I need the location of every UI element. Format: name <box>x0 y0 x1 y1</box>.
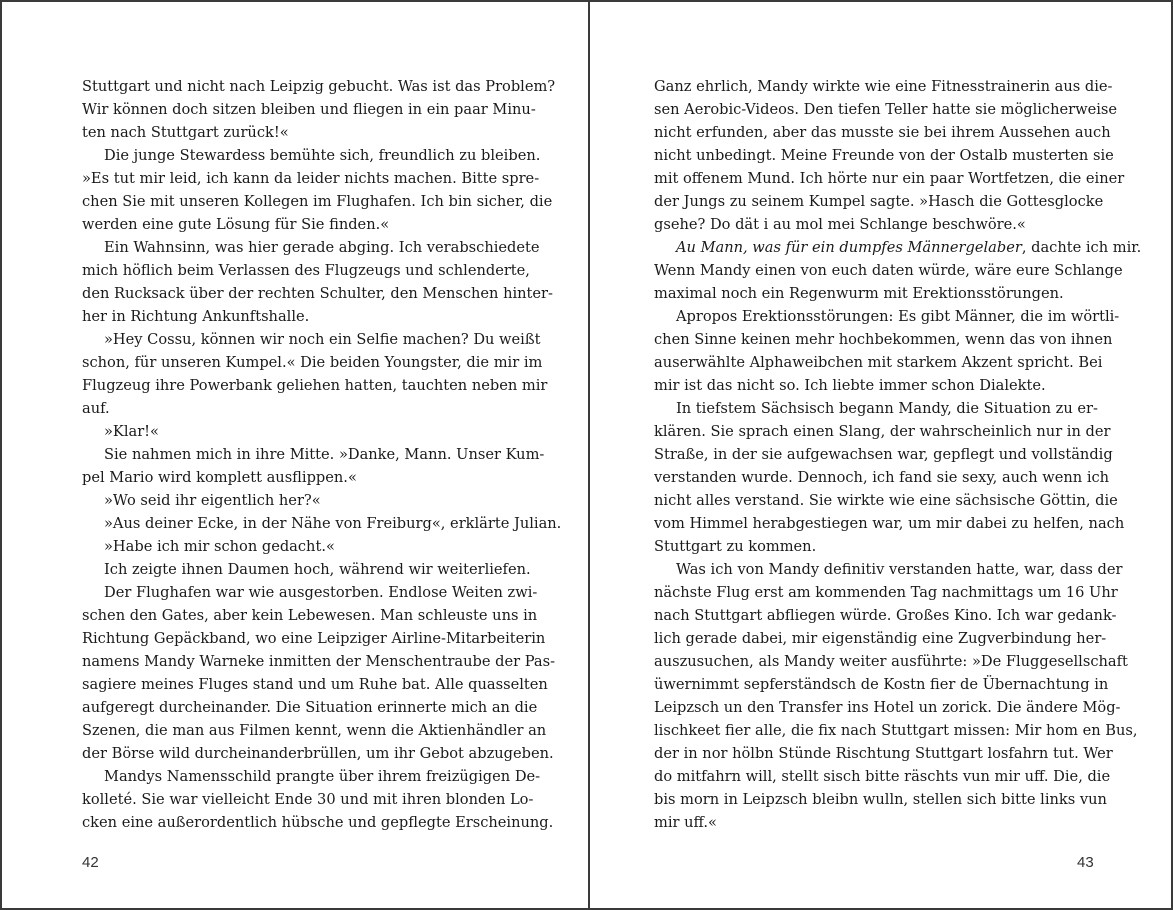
text-line: namens Mandy Warneke inmitten der Menschentraube der Pas- <box>82 653 556 670</box>
text-line: Wenn Mandy einen von euch daten würde, wäre eure Schlange <box>654 262 1123 279</box>
text-line: »Hey Cossu, können wir noch ein Selfie machen? Du weißt <box>104 331 541 348</box>
text-line: bis morn in Leipzsch bleibn wulln, stellen sich bitte links vun <box>654 791 1107 808</box>
text-line: lischkeet fier alle, die fix nach Stuttgart missen: Mir hom en Bus, <box>654 722 1138 739</box>
text-line: Ein Wahnsinn, was hier gerade abging. Ich verabschiedete <box>104 239 540 256</box>
text-line: auf. <box>82 400 110 417</box>
text-line: sagiere meines Fluges stand und um Ruhe bat. Alle quasselten <box>82 676 548 693</box>
text-line: verstanden wurde. Dennoch, ich fand sie sexy, auch wenn ich <box>654 469 1110 486</box>
text-line: »Es tut mir leid, ich kann da leider nichts machen. Bitte spre- <box>82 170 540 187</box>
text-line: Flugzeug ihre Powerbank geliehen hatten, tauchten neben mir <box>82 377 548 394</box>
text-line: »Habe ich mir schon gedacht.« <box>104 538 335 555</box>
text-line: nicht alles verstand. Sie wirkte wie eine sächsische Göttin, die <box>654 492 1118 509</box>
text-line: chen Sinne keinen mehr hochbekommen, wenn das von ihnen <box>654 331 1113 348</box>
text-line: klären. Sie sprach einen Slang, der wahrscheinlich nur in der <box>654 423 1111 440</box>
text-line: vom Himmel herabgestiegen war, um mir dabei zu helfen, nach <box>654 515 1125 532</box>
text-line: maximal noch ein Regenwurm mit Erektionsstörungen. <box>654 285 1064 302</box>
text-line: der in nor hölbn Stünde Rischtung Stuttgart losfahrn tut. Wer <box>654 745 1113 762</box>
text-line: »Aus deiner Ecke, in der Nähe von Freiburg«, erklärte Julian. <box>104 515 562 532</box>
text-line: chen Sie mit unseren Kollegen im Flughafen. Ich bin sicher, die <box>82 193 553 210</box>
text-line <box>654 236 1142 259</box>
text-line: Leipzsch un den Transfer ins Hotel un zorick. Die ändere Mög- <box>654 699 1121 716</box>
left-page-text <box>82 75 562 834</box>
text-line: Die junge Stewardess bemühte sich, freundlich zu bleiben. <box>104 147 541 164</box>
text-line: der Börse wild durcheinanderbrüllen, um ihr Gebot abzugeben. <box>82 745 554 762</box>
text-line: lich gerade dabei, mir eigenständig eine Zugverbindung her- <box>654 630 1107 647</box>
text-line: schen den Gates, aber kein Lebewesen. Man schleuste uns in <box>82 607 538 624</box>
text-line: den Rucksack über der rechten Schulter, den Menschen hinter- <box>82 285 553 302</box>
text-line: sen Aerobic-Videos. Den tiefen Teller hatte sie möglicherweise <box>654 101 1118 118</box>
page-number-right: 43 <box>1077 854 1094 871</box>
text-line: aufgeregt durcheinander. Die Situation erinnerte mich an die <box>82 699 538 716</box>
text-line: nach Stuttgart abfliegen würde. Großes Kino. Ich war gedank- <box>654 607 1117 624</box>
text-line: auserwählte Alphaweibchen mit starkem Akzent spricht. Bei <box>654 354 1103 371</box>
text-line: Stuttgart und nicht nach Leipzig gebucht. Was ist das Problem? <box>82 78 556 95</box>
text-line: Wir können doch sitzen bleiben und fliegen in ein paar Minu- <box>82 101 536 118</box>
text-line: gsehe? Do dät i au mol mei Schlange beschwöre.« <box>654 216 1026 233</box>
text-line: nicht erfunden, aber das musste sie bei ihrem Aussehen auch <box>654 124 1111 141</box>
text-line: Szenen, die man aus Filmen kennt, wenn die Aktienhändler an <box>82 722 547 739</box>
text-line: nächste Flug erst am kommenden Tag nachmittags um 16 Uhr <box>654 584 1118 601</box>
text-line: her in Richtung Ankunftshalle. <box>82 308 310 325</box>
text-line: werden eine gute Lösung für Sie finden.« <box>82 216 390 233</box>
line-text: , dachte ich mir. <box>1021 239 1142 256</box>
italic-text: Au Mann, was für ein dumpfes Männergelaber <box>676 239 1022 256</box>
page-gutter <box>588 2 590 908</box>
text-line: Ich zeigte ihnen Daumen hoch, während wir weiterliefen. <box>104 561 531 578</box>
text-line: pel Mario wird komplett ausflippen.« <box>82 469 357 486</box>
text-line: Der Flughafen war wie ausgestorben. Endlose Weiten zwi- <box>104 584 538 601</box>
text-line: Was ich von Mandy definitiv verstanden hatte, war, dass der <box>676 561 1123 578</box>
text-line: ten nach Stuttgart zurück!« <box>82 124 289 141</box>
text-line: schon, für unseren Kumpel.« Die beiden Youngster, die mir im <box>82 354 543 371</box>
text-line: Straße, in der sie aufgewachsen war, gepflegt und vollständig <box>654 446 1113 463</box>
page-number-left: 42 <box>82 854 99 871</box>
text-line: mich höflich beim Verlassen des Flugzeugs und schlenderte, <box>82 262 530 279</box>
text-line: Mandys Namensschild prangte über ihrem freizügigen De- <box>104 768 541 785</box>
text-line: nicht unbedingt. Meine Freunde von der Ostalb musterten sie <box>654 147 1114 164</box>
text-line: der Jungs zu seinem Kumpel sagte. »Hasch die Gottesglocke <box>654 193 1104 210</box>
text-line: Apropos Erektionsstörungen: Es gibt Männer, die im wörtli- <box>676 308 1120 325</box>
text-line: üwernimmt sepferständsch de Kostn fier de Übernachtung in <box>654 676 1109 693</box>
text-line: Stuttgart zu kommen. <box>654 538 817 555</box>
text-line: Richtung Gepäckband, wo eine Leipziger Airline-Mitarbeiterin <box>82 630 546 647</box>
text-line: do mitfahrn will, stellt sisch bitte räschts vun mir uff. Die, die <box>654 768 1111 785</box>
text-line: kolleté. Sie war vielleicht Ende 30 und mit ihren blonden Lo- <box>82 791 534 808</box>
text-line: Sie nahmen mich in ihre Mitte. »Danke, Mann. Unser Kum- <box>104 446 545 463</box>
text-line: »Wo seid ihr eigentlich her?« <box>104 492 321 509</box>
right-page-text <box>654 75 1142 834</box>
text-line: Ganz ehrlich, Mandy wirkte wie eine Fitnesstrainerin aus die- <box>654 78 1113 95</box>
text-line: auszusuchen, als Mandy weiter ausführte: »De Fluggesellschaft <box>654 653 1128 670</box>
text-line: mir ist das nicht so. Ich liebte immer schon Dialekte. <box>654 377 1046 394</box>
text-line: mir uff.« <box>654 814 717 831</box>
text-line: cken eine außerordentlich hübsche und gepflegte Erscheinung. <box>82 814 554 831</box>
text-line: mit offenem Mund. Ich hörte nur ein paar Wortfetzen, die einer <box>654 170 1125 187</box>
text-line: In tiefstem Sächsisch begann Mandy, die Situation zu er- <box>676 400 1098 417</box>
text-line: »Klar!« <box>104 423 159 440</box>
